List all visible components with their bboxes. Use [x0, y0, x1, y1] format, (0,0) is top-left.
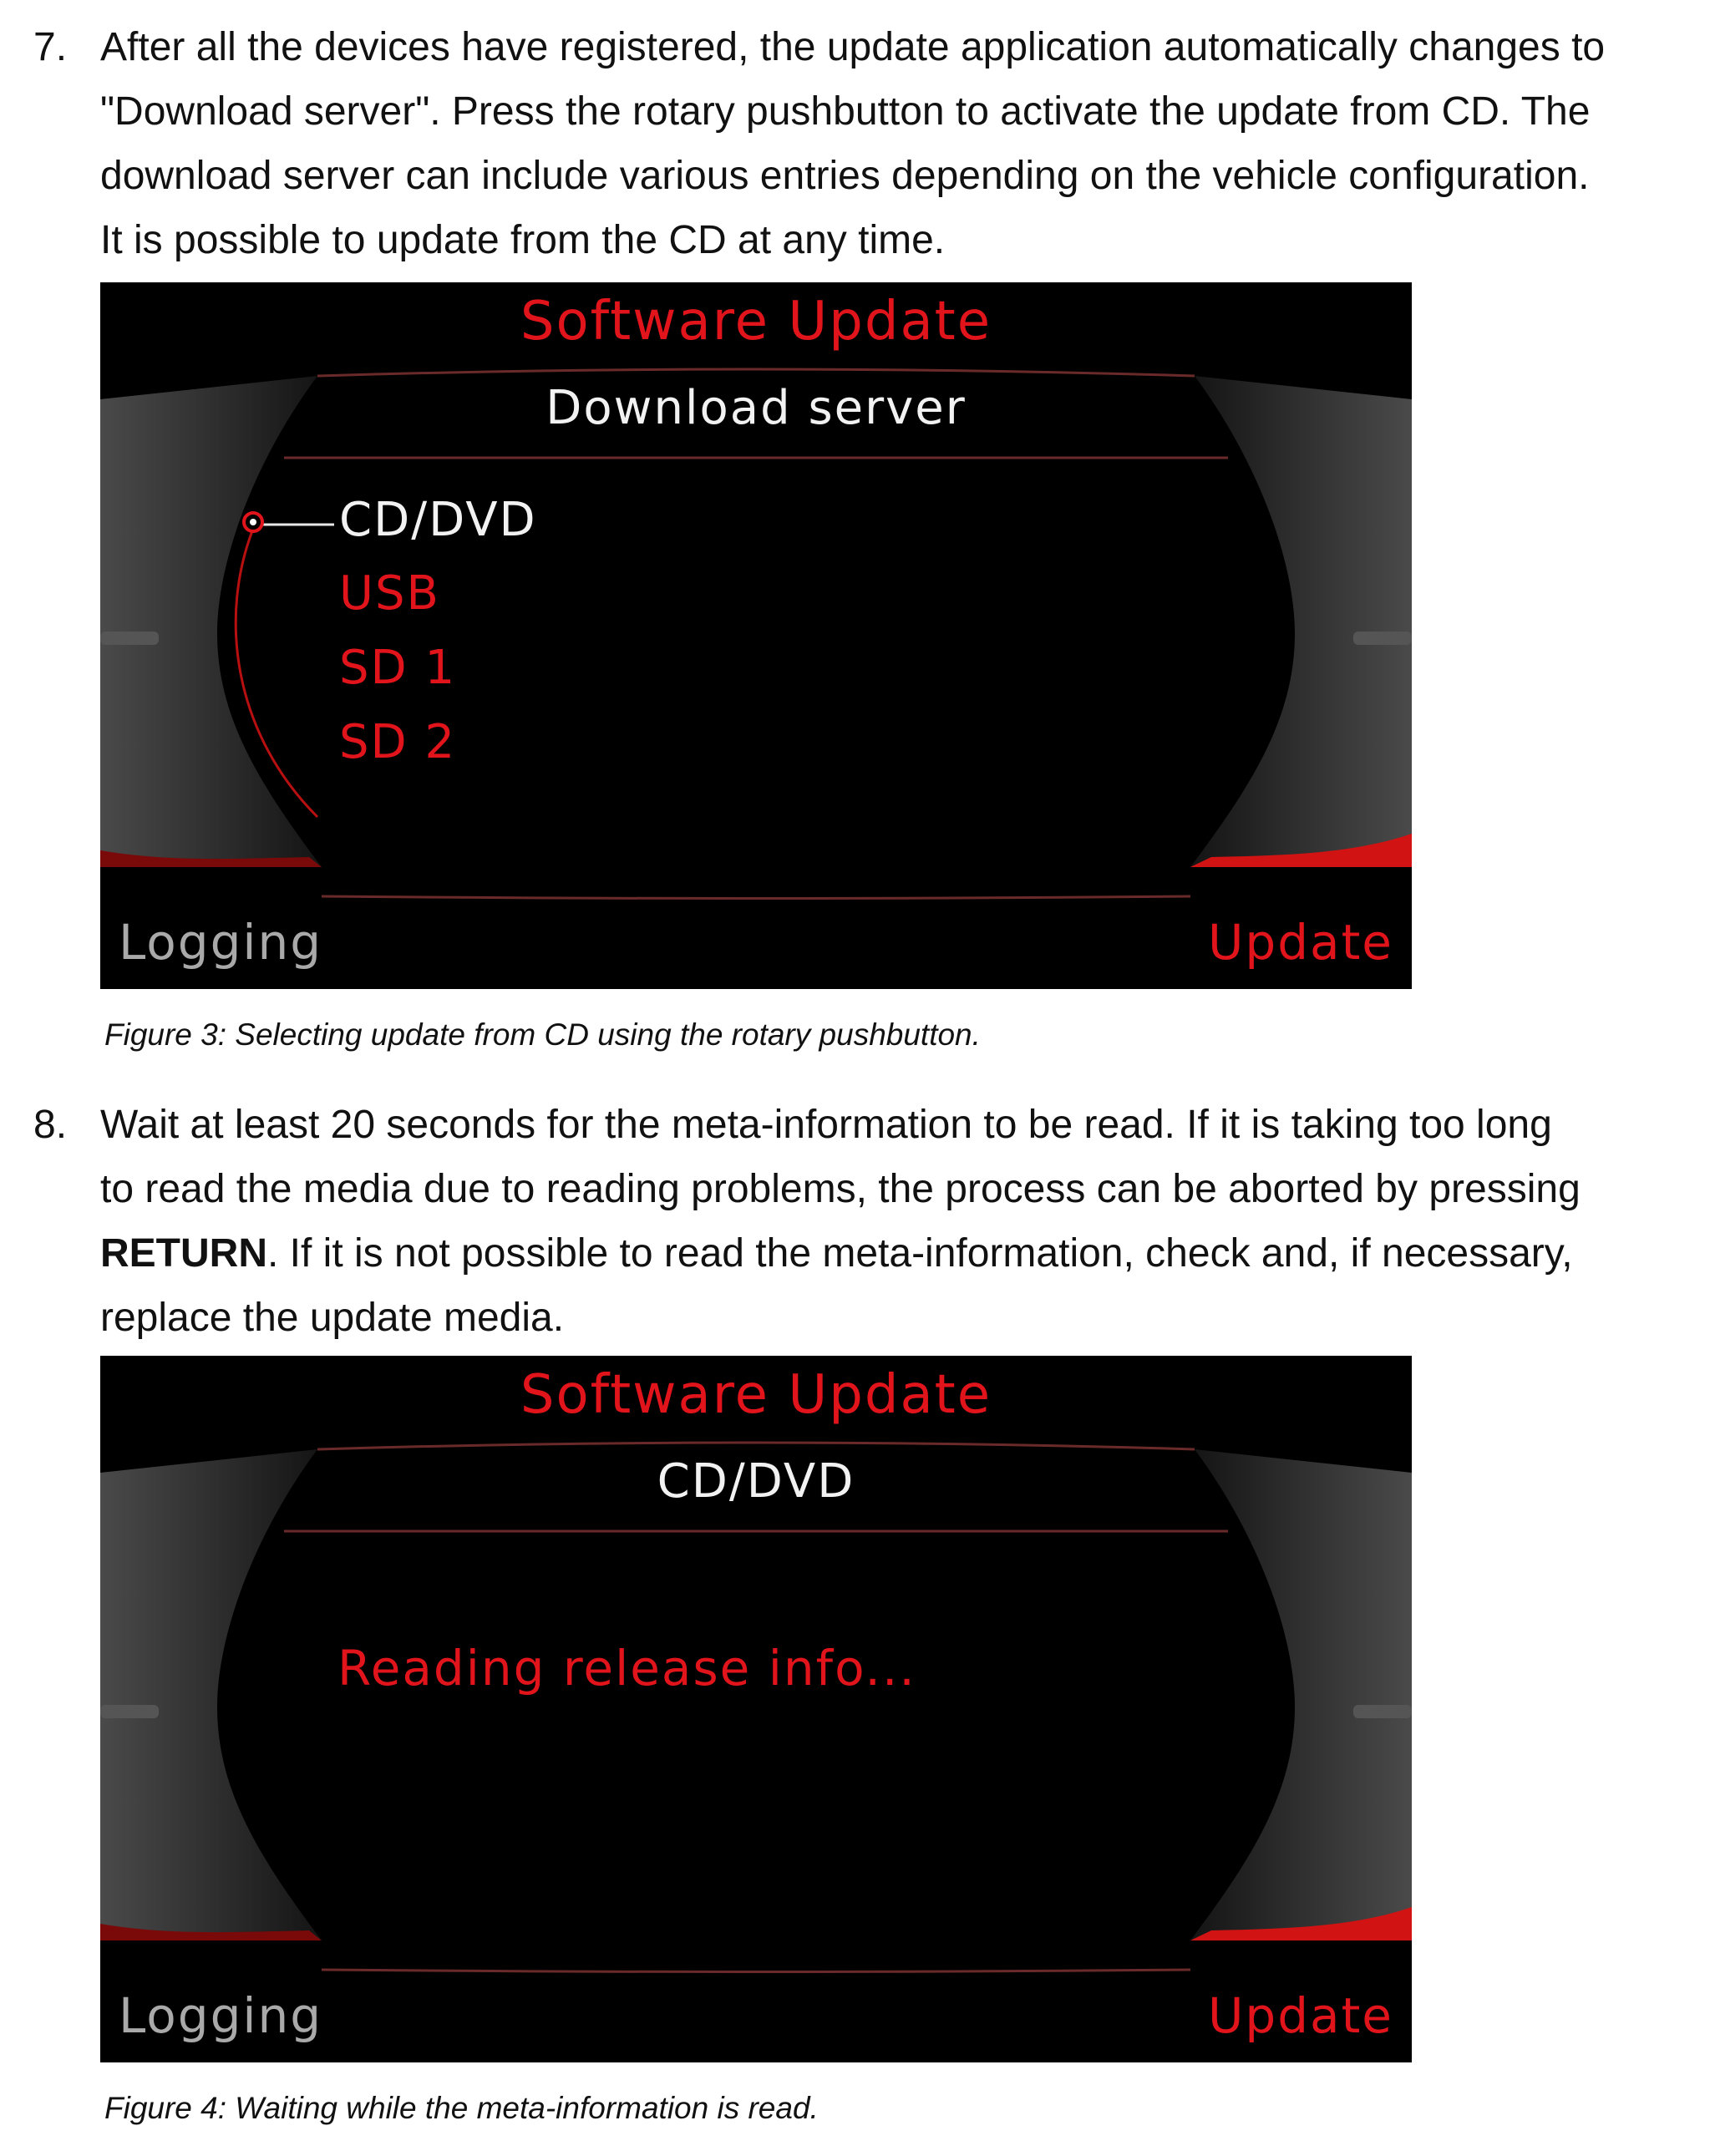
step-7-line-3: download server can include various entries depending on the vehicle configuration.: [100, 154, 1590, 198]
figure-3-caption: Figure 3: Selecting update from CD using the rotary pushbutton.: [104, 1017, 981, 1052]
step-8-line-3: [100, 1221, 1687, 1286]
selection-marker-icon: [242, 511, 264, 533]
step-7-line-1: After all the devices have registered, the update application automatically changes to: [100, 25, 1606, 69]
step-8-line-2: to read the media due to reading problems, the process can be aborted by pressing: [100, 1167, 1581, 1211]
step-8-text: [100, 1093, 1687, 1350]
update-softkey[interactable]: Update: [1207, 914, 1393, 971]
step-8-line-4: replace the update media.: [100, 1296, 565, 1340]
step-number: 8.: [33, 1103, 68, 1147]
figure-4-screen: [100, 1356, 1412, 2062]
figure-4-caption: Figure 4: Waiting while the meta-information is read.: [104, 2091, 819, 2125]
screen-subtitle: CD/DVD: [657, 1454, 855, 1509]
menu-item-cd-dvd[interactable]: CD/DVD: [339, 493, 537, 547]
step-number: 7.: [33, 25, 68, 69]
screen-title: Software Update: [520, 291, 992, 353]
menu-item-usb[interactable]: USB: [339, 566, 440, 621]
screen-subtitle: Download server: [545, 381, 967, 435]
step-8-line-3-rest: . If it is not possible to read the meta-information, check and, if necessary,: [267, 1231, 1573, 1276]
step-7-line-4: It is possible to update from the CD at any time.: [100, 218, 946, 262]
status-message: Reading release info...: [337, 1640, 916, 1697]
step-8-line-1: Wait at least 20 seconds for the meta-information to be read. If it is taking too long: [100, 1103, 1552, 1147]
return-key-label: RETURN: [100, 1231, 267, 1276]
screen-title: Software Update: [520, 1364, 992, 1426]
step-7-line-2: "Download server". Press the rotary pushbutton to activate the update from CD. The: [100, 89, 1591, 134]
logging-softkey[interactable]: Logging: [119, 1987, 323, 2044]
figure-3-screen: [100, 282, 1412, 989]
menu-item-sd-1[interactable]: SD 1: [339, 641, 457, 695]
logging-softkey[interactable]: Logging: [119, 914, 323, 971]
update-softkey[interactable]: Update: [1207, 1987, 1393, 2044]
menu-item-sd-2[interactable]: SD 2: [339, 715, 457, 769]
step-7-text: [100, 15, 1687, 272]
